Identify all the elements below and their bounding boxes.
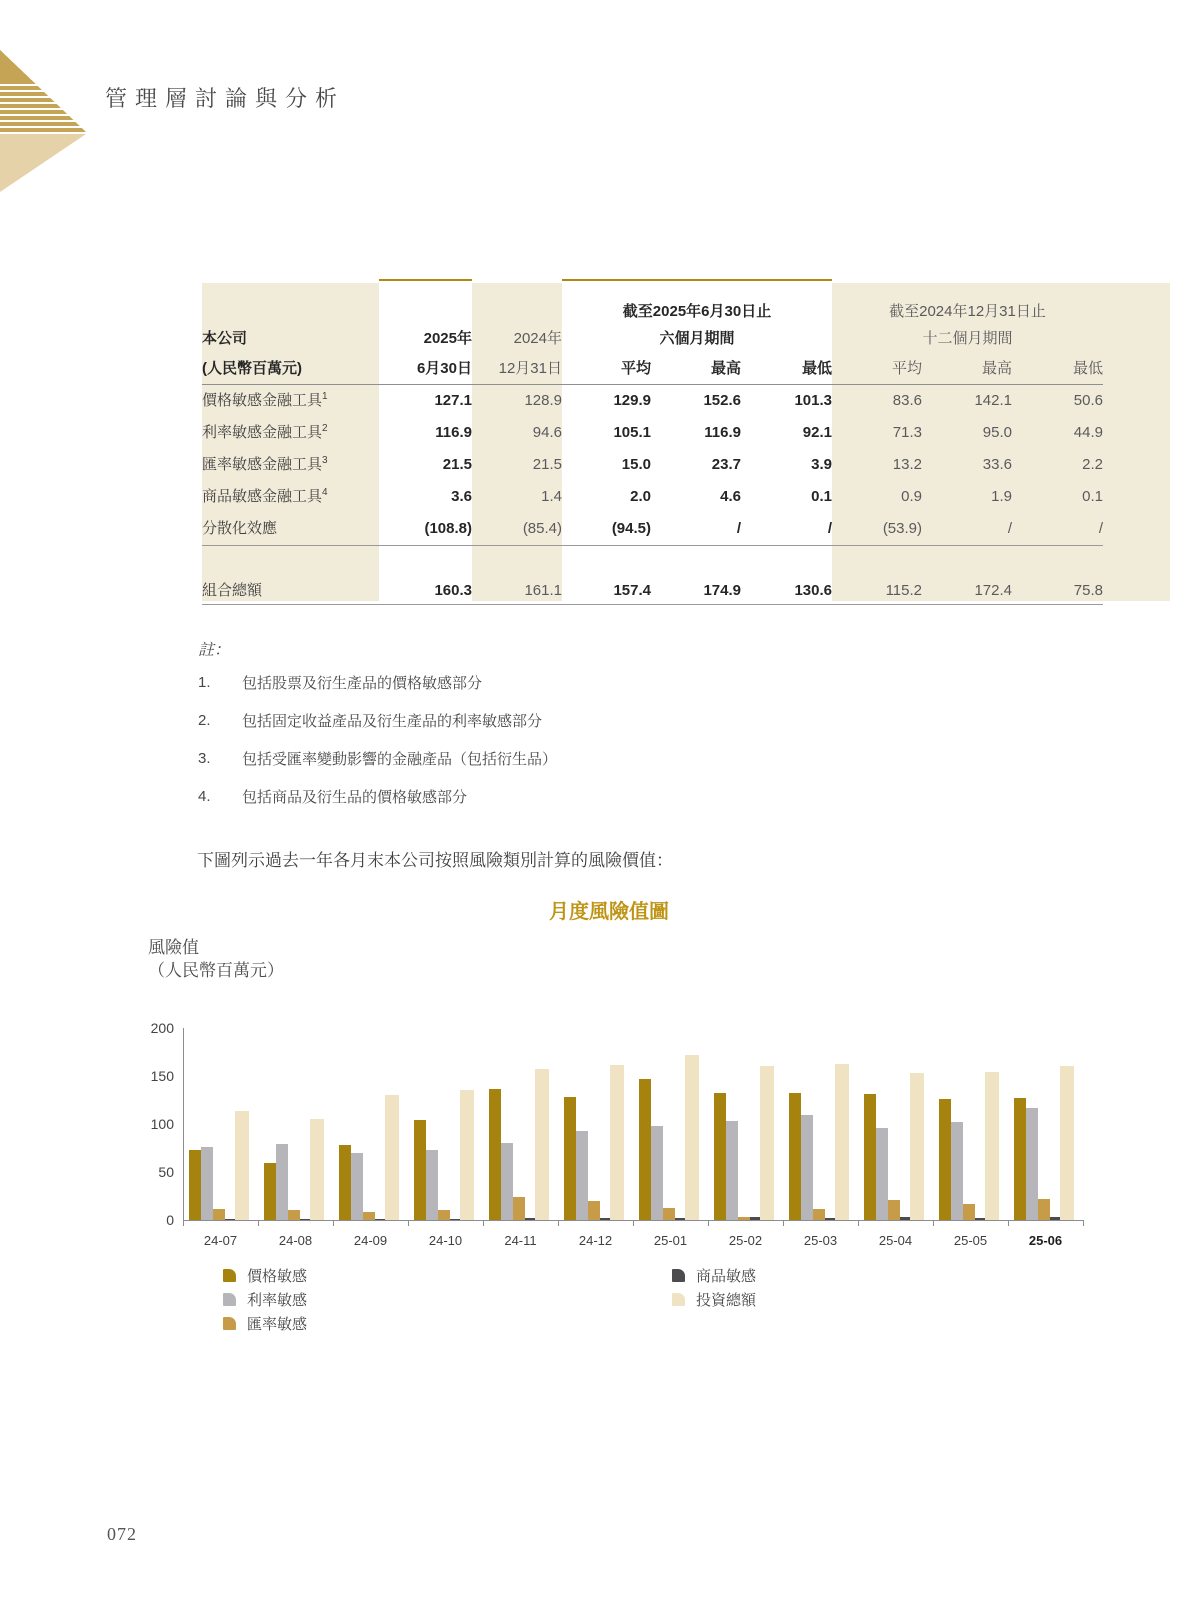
x-tick-label: 24-11 <box>504 1233 537 1248</box>
table-spacer-row <box>202 546 1103 578</box>
y-tick-label: 150 <box>150 1068 174 1084</box>
note-number: 3. <box>198 749 211 767</box>
footnote-ref: 3 <box>322 455 328 467</box>
var-table <box>202 283 1103 605</box>
bar <box>1026 1108 1038 1220</box>
bar <box>888 1200 900 1220</box>
note-text: 包括商品及衍生品的價格敏感部分 <box>242 788 468 806</box>
table-corner-company: 本公司 <box>202 330 248 348</box>
table-cell: 2.0 <box>630 488 651 506</box>
bar <box>726 1121 738 1220</box>
table-row <box>202 385 1103 418</box>
corner-decoration-gold-icon <box>0 50 86 132</box>
table-cell: 0.9 <box>901 488 922 506</box>
note-number: 1. <box>198 673 211 691</box>
x-tick <box>1083 1221 1084 1226</box>
note-number: 2. <box>198 711 211 729</box>
sub-header: 最低 <box>741 354 832 385</box>
col-header-2024-date: 12月31日 <box>472 354 562 385</box>
bar <box>651 1126 663 1220</box>
table-cell: 129.9 <box>613 392 651 410</box>
bar <box>864 1094 876 1220</box>
table-cell: / <box>736 520 741 538</box>
legend-item <box>672 1267 757 1285</box>
bar <box>1038 1199 1050 1220</box>
x-tick-label: 24-12 <box>578 1233 613 1248</box>
col-header-2024: 2024年 <box>513 330 562 348</box>
x-tick <box>708 1221 709 1226</box>
table-cell: (85.4) <box>522 520 562 538</box>
legend-label: 投資總額 <box>696 1291 757 1309</box>
legend-label: 價格敏感 <box>247 1267 308 1285</box>
y-tick-label: 100 <box>150 1116 174 1132</box>
table-cell: (94.5) <box>611 520 651 538</box>
note-text: 包括固定收益產品及衍生產品的利率敏感部分 <box>242 712 543 730</box>
legend-item <box>672 1291 757 1309</box>
bar <box>1060 1066 1074 1220</box>
bar <box>663 1208 675 1220</box>
row-label: 利率敏感金融工具$^2$ <box>202 423 328 442</box>
bar <box>760 1066 774 1220</box>
x-tick <box>933 1221 934 1226</box>
x-tick <box>333 1221 334 1226</box>
note-item <box>198 750 557 766</box>
sub-header: 最高 <box>922 354 1012 385</box>
bar <box>426 1150 438 1220</box>
table-cell: 101.3 <box>794 392 832 410</box>
table-cell: / <box>1098 520 1103 538</box>
table-cell: 174.9 <box>651 577 741 605</box>
table-cell: 2.2 <box>1082 456 1103 474</box>
y-axis-line <box>183 1028 184 1220</box>
table-cell: 130.6 <box>741 577 832 605</box>
row-label: 商品敏感金融工具$^4$ <box>202 487 328 506</box>
bar <box>639 1079 651 1220</box>
x-tick <box>783 1221 784 1226</box>
x-tick-label: 24-10 <box>428 1233 463 1248</box>
bar <box>385 1095 399 1220</box>
footnote-ref: 2 <box>322 423 328 435</box>
table-cell: (108.8) <box>424 520 472 538</box>
legend-item <box>223 1267 308 1285</box>
bar <box>910 1073 924 1220</box>
x-tick <box>408 1221 409 1226</box>
legend-swatch-icon <box>672 1269 685 1282</box>
table-cell: 116.9 <box>704 424 741 442</box>
notes-title: 註： <box>198 642 231 659</box>
table-row <box>202 481 1103 513</box>
note-text: 包括受匯率變動影響的金融產品（包括衍生品） <box>242 750 558 768</box>
table-cell: 116.9 <box>435 424 472 442</box>
bar <box>951 1122 963 1220</box>
table-cell: 1.4 <box>541 488 562 506</box>
note-text: 包括股票及衍生產品的價格敏感部分 <box>242 674 483 692</box>
bar <box>610 1065 624 1220</box>
table-cell: 161.1 <box>472 577 562 605</box>
legend-label: 利率敏感 <box>247 1291 308 1309</box>
bar <box>235 1111 249 1220</box>
table-cell: 142.1 <box>974 392 1012 410</box>
table-cell: 115.2 <box>832 577 922 605</box>
x-tick-label: 24-09 <box>353 1233 388 1248</box>
y-tick-label: 50 <box>158 1164 174 1180</box>
group-header-6m: 截至2025年6月30日止 <box>622 302 772 320</box>
legend-swatch-icon <box>223 1293 236 1306</box>
table-cell: / <box>1007 520 1012 538</box>
footnote-ref: 4 <box>322 487 328 499</box>
note-item <box>198 674 557 690</box>
sub-header: 平均 <box>832 354 922 385</box>
gold-rule-6m-section <box>562 279 832 281</box>
table-cell: 13.2 <box>892 456 922 474</box>
bar <box>460 1090 474 1220</box>
table-row <box>202 417 1103 449</box>
bar <box>876 1128 888 1220</box>
bar <box>685 1055 699 1220</box>
x-tick <box>183 1221 184 1226</box>
bar <box>276 1144 288 1220</box>
x-tick-label: 25-01 <box>653 1233 688 1248</box>
table-cell: 127.1 <box>434 392 472 410</box>
bar <box>513 1197 525 1220</box>
bar <box>813 1209 825 1220</box>
x-tick-label: 24-07 <box>203 1233 238 1248</box>
y-axis-label-line2: （人民幣百萬元） <box>148 961 284 980</box>
legend-item <box>223 1315 308 1333</box>
table-cell: 95.0 <box>982 424 1012 442</box>
table-cell: 152.6 <box>703 392 741 410</box>
bar <box>789 1093 801 1220</box>
x-tick <box>633 1221 634 1226</box>
total-row-label: 組合總額 <box>202 577 379 605</box>
table-row <box>202 513 1103 546</box>
bar <box>985 1072 999 1220</box>
table-header-row-1 <box>202 283 1103 324</box>
chart-intro-paragraph: 下圖列示過去一年各月末本公司按照風險類別計算的風險價值： <box>197 851 673 870</box>
row-label: 價格敏感金融工具$^1$ <box>202 391 328 410</box>
table-cell: 75.8 <box>1012 577 1103 605</box>
table-cell: 4.6 <box>720 488 741 506</box>
bar <box>310 1119 324 1220</box>
legend-label: 商品敏感 <box>696 1267 757 1285</box>
sub-header: 最低 <box>1012 354 1103 385</box>
bar <box>201 1147 213 1220</box>
bar <box>414 1120 426 1220</box>
x-tick-label: 25-06 <box>1028 1233 1063 1248</box>
sub-header: 最高 <box>651 354 741 385</box>
bar <box>489 1089 501 1220</box>
x-tick-label: 24-08 <box>278 1233 313 1248</box>
table-cell: 21.5 <box>442 456 472 474</box>
table-cell: 94.6 <box>532 424 562 442</box>
page-title: 管理層討論與分析 <box>105 86 346 111</box>
x-tick <box>1008 1221 1009 1226</box>
bar <box>564 1097 576 1220</box>
bar <box>963 1204 975 1220</box>
table-cell: 23.7 <box>711 456 741 474</box>
legend-swatch-icon <box>223 1269 236 1282</box>
x-tick <box>258 1221 259 1226</box>
x-tick-label: 25-03 <box>803 1233 838 1248</box>
table-cell: 160.3 <box>379 577 472 605</box>
bar <box>535 1069 549 1220</box>
notes-list <box>198 674 557 826</box>
x-tick <box>858 1221 859 1226</box>
y-axis-label-line1: 風險值 <box>148 938 199 957</box>
table-cell: 44.9 <box>1073 424 1103 442</box>
table-cell: 71.3 <box>892 424 922 442</box>
x-tick-label: 25-04 <box>878 1233 913 1248</box>
bar <box>213 1209 225 1220</box>
table-cell: 3.6 <box>451 488 472 506</box>
x-tick-label: 25-05 <box>953 1233 988 1248</box>
bar <box>264 1163 276 1220</box>
table-cell: 92.1 <box>802 424 832 442</box>
note-item <box>198 712 557 728</box>
bar <box>438 1210 450 1220</box>
table-cell: 105.1 <box>613 424 651 442</box>
bar <box>363 1212 375 1220</box>
table-body <box>202 385 1103 605</box>
bar <box>501 1143 513 1220</box>
x-tick <box>558 1221 559 1226</box>
bar <box>939 1099 951 1220</box>
bar <box>1014 1098 1026 1220</box>
group-header-12m: 截至2024年12月31日止 <box>889 302 1046 320</box>
table-cell: 50.6 <box>1073 392 1103 410</box>
table-header-row-2 <box>202 324 1103 354</box>
group-header-6m-period: 六個月期間 <box>659 330 735 348</box>
bar <box>288 1210 300 1220</box>
page-number: 072 <box>107 1524 137 1544</box>
x-tick <box>483 1221 484 1226</box>
table-corner-currency: (人民幣百萬元) <box>202 354 379 385</box>
chart-title: 月度風險值圖 <box>549 901 669 923</box>
table-header-row-3 <box>202 354 1103 385</box>
note-item <box>198 788 557 804</box>
bar <box>714 1093 726 1220</box>
bar <box>576 1131 588 1220</box>
table-cell: 172.4 <box>922 577 1012 605</box>
bar <box>835 1064 849 1220</box>
row-label: 分散化效應 <box>202 520 278 538</box>
legend-swatch-icon <box>223 1317 236 1330</box>
legend-item <box>223 1291 308 1309</box>
table-cell: 15.0 <box>621 456 651 474</box>
gold-rule-2025-column <box>379 279 472 281</box>
bar <box>801 1115 813 1220</box>
sub-header: 平均 <box>562 354 651 385</box>
corner-decoration-beige-icon <box>0 134 86 192</box>
bar <box>351 1153 363 1220</box>
row-label: 匯率敏感金融工具$^3$ <box>202 455 328 474</box>
table-cell: / <box>827 520 832 538</box>
group-header-12m-period: 十二個月期間 <box>922 330 1013 348</box>
table-cell: 33.6 <box>982 456 1012 474</box>
y-tick-label: 200 <box>150 1020 174 1036</box>
y-tick-label: 0 <box>166 1212 174 1228</box>
bar <box>339 1145 351 1220</box>
table-row <box>202 449 1103 481</box>
legend-label: 匯率敏感 <box>247 1315 308 1333</box>
col-header-2025: 2025年 <box>423 330 472 348</box>
table-cell: 128.9 <box>524 392 562 410</box>
footnote-ref: 1 <box>322 391 328 403</box>
monthly-var-chart <box>0 985 1190 1285</box>
bar <box>588 1201 600 1220</box>
table-cell: 157.4 <box>562 577 651 605</box>
table-cell: 83.6 <box>892 392 922 410</box>
bar <box>189 1150 201 1220</box>
table-cell: (53.9) <box>882 520 922 538</box>
x-tick-label: 25-02 <box>728 1233 763 1248</box>
table-cell: 1.9 <box>991 488 1012 506</box>
y-axis-label <box>148 936 284 982</box>
table-total-row <box>202 577 1103 605</box>
table-cell: 21.5 <box>532 456 562 474</box>
note-number: 4. <box>198 787 211 805</box>
table-cell: 0.1 <box>1082 488 1103 506</box>
legend-swatch-icon <box>672 1293 685 1306</box>
table-cell: 0.1 <box>811 488 832 506</box>
col-header-2025-date: 6月30日 <box>379 354 472 385</box>
table-cell: 3.9 <box>811 456 832 474</box>
